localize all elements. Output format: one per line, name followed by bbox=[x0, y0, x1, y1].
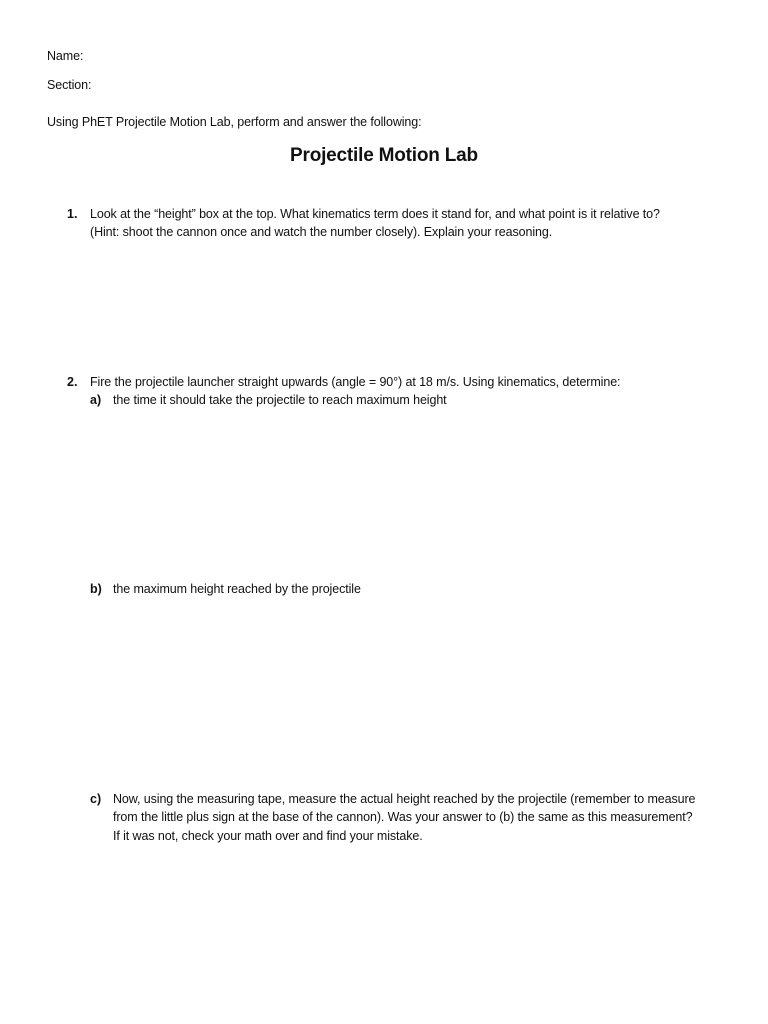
question-1-number: 1. bbox=[67, 207, 78, 221]
part-c-line-3: If it was not, check your math over and find your mistake. bbox=[113, 829, 423, 843]
part-b-label: b) bbox=[90, 582, 102, 596]
question-1-line-2: (Hint: shoot the cannon once and watch the number closely). Explain your reasoning. bbox=[90, 225, 553, 239]
name-label: Name: bbox=[47, 49, 84, 63]
part-c-line-1: Now, using the measuring tape, measure the actual height reached by the projectile (remember to measure bbox=[113, 792, 696, 806]
page-title: Projectile Motion Lab bbox=[290, 145, 478, 166]
part-c-label: c) bbox=[90, 792, 102, 806]
question-2-number: 2. bbox=[67, 375, 78, 389]
section-label: Section: bbox=[47, 78, 92, 92]
question-1-line-1: Look at the “height” box at the top. What kinematics term does it stand for, and what point is it relative to? bbox=[90, 207, 660, 221]
question-2-line-1: Fire the projectile launcher straight upwards (angle = 90°) at 18 m/s. Using kinematics, determine: bbox=[90, 375, 621, 389]
part-a-label: a) bbox=[90, 393, 102, 407]
part-c-line-2: from the little plus sign at the base of the cannon). Was your answer to (b) the same as this measurement? bbox=[113, 810, 693, 824]
part-a-text: the time it should take the projectile to reach maximum height bbox=[113, 393, 447, 407]
part-b-text: the maximum height reached by the projectile bbox=[113, 582, 361, 596]
intro-text: Using PhET Projectile Motion Lab, perform and answer the following: bbox=[47, 115, 422, 129]
